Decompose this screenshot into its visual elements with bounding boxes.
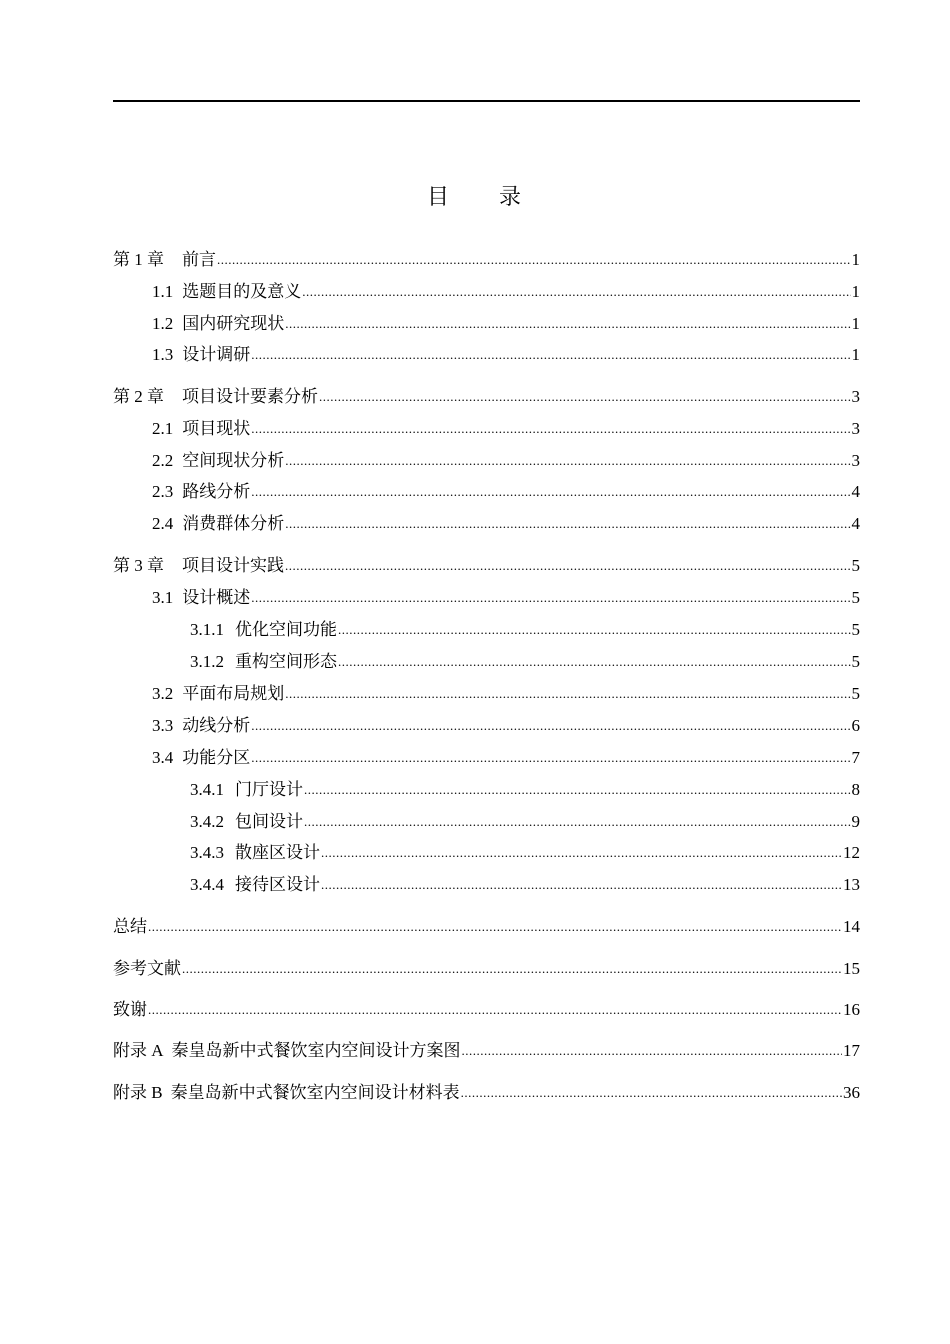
toc-entry-title: 接待区设计 <box>235 875 320 894</box>
toc-entry-1-2[interactable] <box>113 313 860 335</box>
toc-entry-number: 2.2 <box>152 451 174 470</box>
toc-entry-title: 选题目的及意义 <box>182 282 302 301</box>
toc-entry-page: 3 <box>851 419 860 438</box>
toc-entry-page: 16 <box>843 1000 860 1019</box>
toc-entry-references[interactable] <box>113 958 860 980</box>
toc-entry-number: 附录 A <box>113 1041 164 1060</box>
toc-entry-summary[interactable] <box>113 916 860 938</box>
dot-leader <box>251 418 850 440</box>
toc-entry-page: 6 <box>851 716 860 735</box>
dot-leader <box>285 450 850 472</box>
dot-leader <box>461 1082 842 1104</box>
toc-title <box>0 180 950 211</box>
toc-entry-page: 14 <box>843 917 860 936</box>
dot-leader <box>285 313 850 335</box>
toc-title-char-2: 录 <box>499 185 524 210</box>
toc-entry-page: 1 <box>851 314 860 333</box>
dot-leader <box>217 249 851 271</box>
toc-entry-3-1[interactable] <box>113 587 860 609</box>
toc-entry-3-4-3[interactable] <box>113 842 860 864</box>
toc-entry-number: 3.1.1 <box>190 620 224 639</box>
toc-entry-title: 项目设计要素分析 <box>182 387 318 407</box>
toc-entry-page: 5 <box>851 684 860 703</box>
dot-leader <box>338 651 851 673</box>
dot-leader <box>285 555 851 577</box>
toc-entry-page: 8 <box>851 780 860 799</box>
toc-entry-page: 17 <box>843 1041 860 1060</box>
toc-entry-title: 包间设计 <box>235 812 303 831</box>
toc-entry-3-4-2[interactable] <box>113 811 860 833</box>
toc-entry-3-4-4[interactable] <box>113 874 860 896</box>
toc-entry-3-3[interactable] <box>113 715 860 737</box>
toc-entry-1-3[interactable] <box>113 344 860 366</box>
toc-entry-acknowledgements[interactable] <box>113 999 860 1021</box>
toc-entry-2-2[interactable] <box>113 450 860 472</box>
toc-entry-page: 3 <box>851 387 860 406</box>
toc-entry-page: 1 <box>851 250 860 269</box>
toc-entry-number: 附录 B <box>113 1083 163 1102</box>
toc-entry-title: 前言 <box>182 250 216 270</box>
toc-entry-number: 2.1 <box>152 419 174 438</box>
dot-leader <box>148 916 842 938</box>
toc-entry-page: 13 <box>843 875 860 894</box>
toc-entry-page: 5 <box>851 556 860 575</box>
toc-entry-title: 项目现状 <box>182 419 251 438</box>
toc-entry-number: 3.4.4 <box>190 875 224 894</box>
toc-entry-3-4[interactable] <box>113 747 860 769</box>
toc-entry-page: 15 <box>843 959 860 978</box>
dot-leader <box>285 683 850 705</box>
header-rule <box>113 100 860 102</box>
toc-entry-title: 总结 <box>113 917 147 937</box>
toc-entry-page: 5 <box>851 652 860 671</box>
toc-entry-page: 3 <box>851 451 860 470</box>
dot-leader <box>251 715 850 737</box>
toc-entry-title: 秦皇岛新中式餐饮室内空间设计方案图 <box>171 1041 461 1061</box>
toc-entry-number: 3.1 <box>152 588 174 607</box>
toc-entry-number: 第 1 章 <box>113 250 164 269</box>
dot-leader <box>304 779 851 801</box>
toc-entry-title: 重构空间形态 <box>235 652 337 671</box>
toc-entry-page: 5 <box>851 620 860 639</box>
toc-entry-number: 第 2 章 <box>113 387 164 406</box>
toc-entry-title: 设计调研 <box>182 345 251 364</box>
toc-entry-title: 门厅设计 <box>235 780 303 799</box>
toc-title-char-1: 目 <box>426 185 451 210</box>
dot-leader <box>319 386 851 408</box>
toc-entry-3-4-1[interactable] <box>113 779 860 801</box>
toc-entry-1-1[interactable] <box>113 281 860 303</box>
toc-entry-number: 1.1 <box>152 282 174 301</box>
toc-entry-number: 2.3 <box>152 482 174 501</box>
toc-entry-2-3[interactable] <box>113 481 860 503</box>
toc-entry-page: 7 <box>851 748 860 767</box>
dot-leader <box>182 958 842 980</box>
toc-entry-chapter-2[interactable] <box>113 386 860 408</box>
toc-entry-page: 36 <box>843 1083 860 1102</box>
toc-entry-number: 第 3 章 <box>113 556 164 575</box>
toc-entry-number: 3.2 <box>152 684 174 703</box>
toc-entry-title: 项目设计实践 <box>182 556 284 576</box>
toc-entry-title: 散座区设计 <box>235 843 320 862</box>
toc-entry-title: 功能分区 <box>182 748 251 767</box>
toc-entry-number: 3.4.1 <box>190 780 224 799</box>
toc-entry-title: 优化空间功能 <box>235 620 337 639</box>
toc-entry-number: 3.4.2 <box>190 812 224 831</box>
toc-entry-number: 1.2 <box>152 314 174 333</box>
toc-entry-number: 3.1.2 <box>190 652 224 671</box>
dot-leader <box>251 481 850 503</box>
dot-leader <box>321 842 842 864</box>
toc-entry-page: 1 <box>851 345 860 364</box>
dot-leader <box>251 587 850 609</box>
toc-entry-page: 1 <box>851 282 860 301</box>
toc-entry-title: 平面布局规划 <box>182 684 285 703</box>
dot-leader <box>285 513 850 535</box>
toc-entry-page: 5 <box>851 588 860 607</box>
toc-entry-number: 3.4 <box>152 748 174 767</box>
toc-entry-3-1-2[interactable] <box>113 651 860 673</box>
dot-leader <box>304 811 851 833</box>
toc-entry-chapter-1[interactable] <box>113 249 860 271</box>
toc-entry-title: 动线分析 <box>182 716 251 735</box>
toc-entry-number: 3.3 <box>152 716 174 735</box>
toc-entry-page: 12 <box>843 843 860 862</box>
toc-entry-title: 参考文献 <box>113 959 181 979</box>
toc-entry-number: 3.4.3 <box>190 843 224 862</box>
toc-entry-title: 秦皇岛新中式餐饮室内空间设计材料表 <box>170 1083 460 1103</box>
toc-entry-title: 国内研究现状 <box>182 314 285 333</box>
toc-entry-appendix-b[interactable] <box>113 1082 860 1104</box>
dot-leader <box>251 344 850 366</box>
toc-entry-2-1[interactable] <box>113 418 860 440</box>
toc-entry-number: 1.3 <box>152 345 174 364</box>
dot-leader <box>338 619 851 641</box>
toc-entry-number: 2.4 <box>152 514 174 533</box>
toc-entry-title: 路线分析 <box>182 482 251 501</box>
dot-leader <box>148 999 842 1021</box>
toc-entry-page: 4 <box>851 514 860 533</box>
toc-entry-title: 空间现状分析 <box>182 451 285 470</box>
dot-leader <box>302 281 850 303</box>
toc-entry-page: 9 <box>851 812 860 831</box>
toc-entry-page: 4 <box>851 482 860 501</box>
toc-entry-title: 致谢 <box>113 1000 147 1020</box>
dot-leader <box>321 874 842 896</box>
toc-entry-3-1-1[interactable] <box>113 619 860 641</box>
dot-leader <box>462 1040 842 1062</box>
dot-leader <box>251 747 850 769</box>
toc-entry-title: 设计概述 <box>182 588 251 607</box>
toc-entry-title: 消费群体分析 <box>182 514 285 533</box>
toc-entry-3-2[interactable] <box>113 683 860 705</box>
toc-entry-chapter-3[interactable] <box>113 555 860 577</box>
toc-entry-appendix-a[interactable] <box>113 1040 860 1062</box>
toc-entry-2-4[interactable] <box>113 513 860 535</box>
